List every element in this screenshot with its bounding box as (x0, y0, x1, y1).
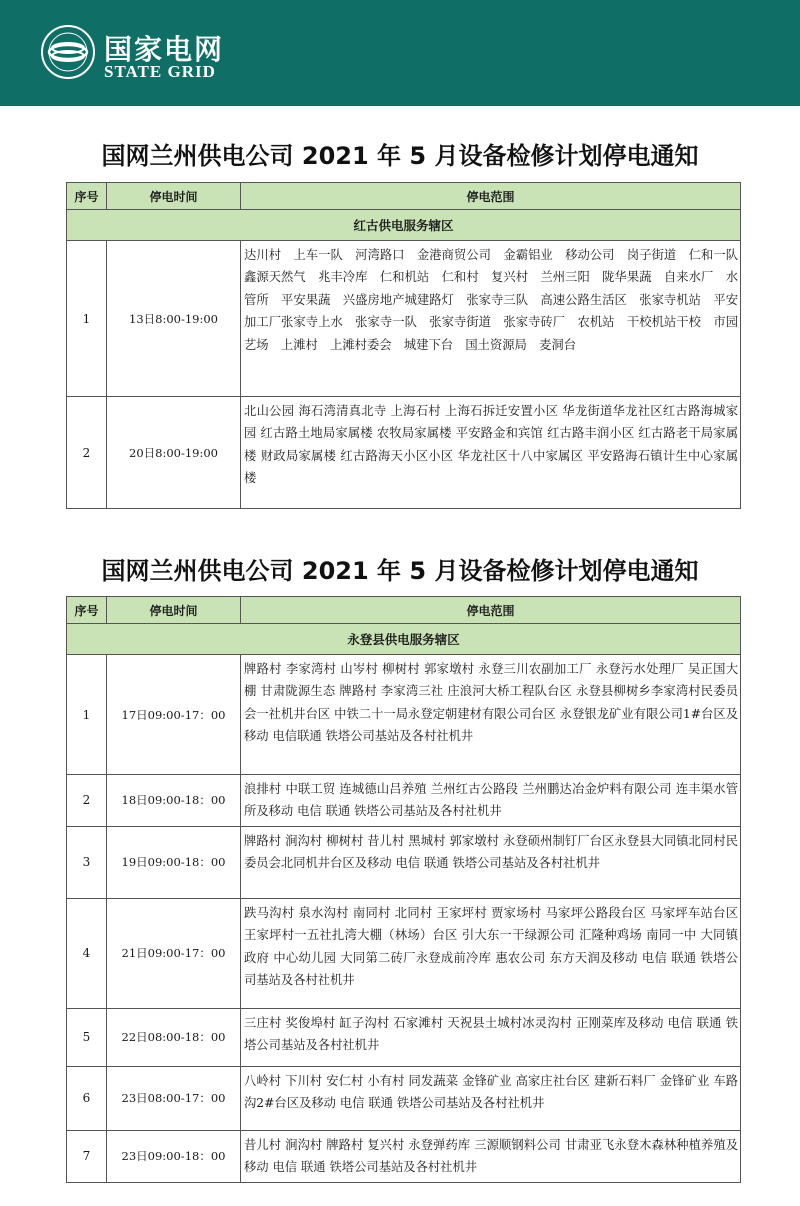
notice-title-1: 国网兰州供电公司 2021 年 5 月设备检修计划停电通知 (101, 142, 699, 170)
row-range: 北山公园 海石湾清真北寺 上海石村 上海石拆迁安置小区 华龙街道华龙社区红古路海城家园 红古路土地局家属楼 农牧局家属楼 平安路金和宾馆 红古路丰润小区 红古路老干局家属楼 财政局家属楼 红古路海天小区小区 华龙社区十八中家属区 平安路海石镇计生中心家属楼 (241, 397, 741, 509)
row-time: 19日09:00-18：00 (107, 826, 241, 898)
col-header-time: 停电时间 (107, 183, 241, 210)
row-range: 三庄村 奖俊埠村 缸子沟村 石家滩村 天祝县土城村冰灵沟村 正刚菜库及移动 电信 联通 铁塔公司基站及各村社机井 (241, 1008, 741, 1066)
table-row (67, 1008, 741, 1066)
row-range: 达川村 上车一队 河湾路口 金港商贸公司 金霸铝业 移动公司 岗子街道 仁和一队 鑫源天然气 兆丰冷库 仁和机站 仁和村 复兴村 兰州三阳 陇华果蔬 自来水厂 水管所 平安果蔬 兴盛房地产城建路灯 张家寺三队 高速公路生活区 张家寺机站 平安加工厂张家寺上水 张家寺一队 张家寺街道 张家寺砖厂 农机站 干校机站干校 市园艺场 上滩村 上滩村委会 城建下台 国土资源局 麦洞台 (241, 241, 741, 397)
table-header-row (67, 183, 741, 210)
logo-chinese: 国家电网 (104, 33, 225, 66)
col-header-range: 停电范围 (241, 183, 741, 210)
district-row (67, 210, 741, 241)
row-range: 八岭村 下川村 安仁村 小有村 同发蔬菜 金锋矿业 高家庄社台区 建新石料厂 金锋矿业 车路沟2#台区及移动 电信 联通 铁塔公司基站及各村社机井 (241, 1066, 741, 1130)
district-row (67, 624, 741, 655)
table-row (67, 775, 741, 827)
row-range: 牌路村 涧沟村 柳树村 昔儿村 黑城村 郭家墩村 永登硕州制钉厂台区永登县大同镇北同村民委员会北同机井台区及移动 电信 联通 铁塔公司基站及各村社机井 (241, 826, 741, 898)
table-row (67, 1130, 741, 1182)
row-index: 3 (67, 826, 107, 898)
row-index: 4 (67, 898, 107, 1008)
table-row (67, 898, 741, 1008)
district-name: 永登县供电服务辖区 (67, 624, 741, 655)
row-index: 1 (67, 241, 107, 397)
row-index: 7 (67, 1130, 107, 1182)
district-name: 红古供电服务辖区 (67, 210, 741, 241)
col-header-index: 序号 (67, 183, 107, 210)
row-time: 23日09:00-18：00 (107, 1130, 241, 1182)
table-row (67, 826, 741, 898)
row-index: 6 (67, 1066, 107, 1130)
row-index: 5 (67, 1008, 107, 1066)
row-range: 昔儿村 涧沟村 牌路村 复兴村 永登弹药库 三源顺钢料公司 甘肃亚飞永登木森林种植养殖及移动 电信 联通 铁塔公司基站及各村社机井 (241, 1130, 741, 1182)
table-row (67, 397, 741, 509)
row-time: 23日08:00-17：00 (107, 1066, 241, 1130)
row-time: 17日09:00-17：00 (107, 655, 241, 775)
row-time: 20日8:00-19:00 (107, 397, 241, 509)
row-range: 牌路村 李家湾村 山岑村 柳树村 郭家墩村 永登三川农副加工厂 永登污水处理厂 吴正国大棚 甘肃陇源生态 牌路村 李家湾三社 庄浪河大桥工程队台区 永登县柳树乡李家湾村民委员会一社机井台区 中铁二十一局永登定朝建材有限公司台区 永登银龙矿业有限公司1#台区及移动 电信联通 铁塔公司基站及各村社机井 (241, 655, 741, 775)
row-index: 2 (67, 397, 107, 509)
row-range: 跌马沟村 泉水沟村 南同村 北同村 王家坪村 贾家场村 马家坪公路段台区 马家坪车站台区 王家坪村一五社扎湾大棚（林场）台区 引大东一干绿源公司 汇隆种鸡场 南同一中 大同镇政府 中心幼儿园 大同第二砖厂永登成前冷库 惠农公司 东方天润及移动 电信 联通 铁塔公司基站及各村社机井 (241, 898, 741, 1008)
state-grid-emblem-icon (40, 24, 96, 80)
col-header-time: 停电时间 (107, 597, 241, 624)
col-header-range: 停电范围 (241, 597, 741, 624)
row-time: 21日09:00-17：00 (107, 898, 241, 1008)
col-header-index: 序号 (67, 597, 107, 624)
row-index: 1 (67, 655, 107, 775)
notice-title-2: 国网兰州供电公司 2021 年 5 月设备检修计划停电通知 (101, 557, 699, 585)
table-row (67, 1066, 741, 1130)
header-banner (0, 0, 800, 106)
row-range: 浪排村 中联工贸 连城德山吕养殖 兰州红古公路段 兰州鹏达冶金炉料有限公司 连丰渠水管所及移动 电信 联通 铁塔公司基站及各村社机井 (241, 775, 741, 827)
logo-english: STATE GRID (104, 62, 216, 81)
row-time: 13日8:00-19:00 (107, 241, 241, 397)
outage-table-hongu (66, 182, 751, 509)
row-time: 22日08:00-18：00 (107, 1008, 241, 1066)
table-row (67, 241, 741, 397)
row-time: 18日09:00-18：00 (107, 775, 241, 827)
table-row (67, 655, 741, 775)
outage-table-yongdeng (66, 596, 741, 1183)
row-index: 2 (67, 775, 107, 827)
table-header-row (67, 597, 741, 624)
